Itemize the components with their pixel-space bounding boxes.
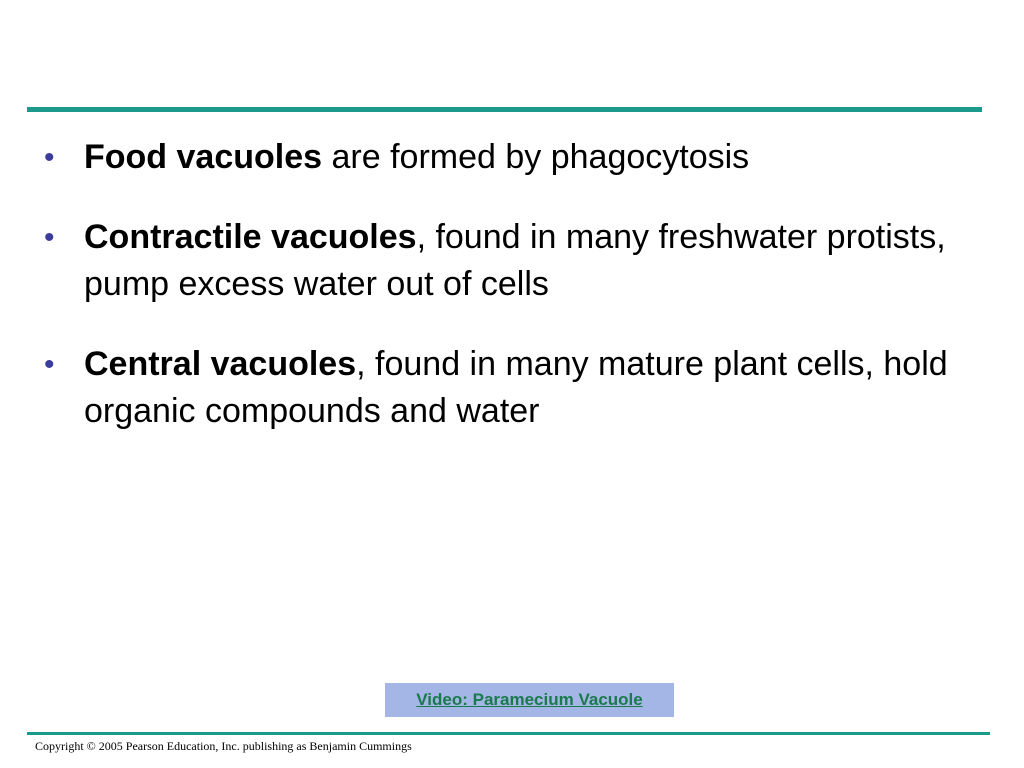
video-link[interactable]: Video: Paramecium Vacuole xyxy=(416,690,643,709)
bullet-item-central-vacuoles xyxy=(44,341,974,435)
bullet-item-food-vacuoles xyxy=(44,134,974,181)
bullet-icon: • xyxy=(44,348,55,381)
copyright-notice: Copyright © 2005 Pearson Education, Inc. publishing as Benjamin Cummings xyxy=(35,739,412,753)
bullet-term: Contractile vacuoles xyxy=(84,218,417,256)
bullet-term: Central vacuoles xyxy=(84,345,357,383)
bullet-text: , found in many freshwater protists, pump excess water out of cells xyxy=(84,218,946,303)
top-divider xyxy=(27,107,982,112)
bullet-list xyxy=(44,134,974,468)
bullet-icon: • xyxy=(44,141,55,174)
bullet-text: are formed by phagocytosis xyxy=(322,138,750,176)
bottom-divider xyxy=(27,732,990,735)
bullet-text: , found in many mature plant cells, hold organic compounds and water xyxy=(84,345,948,430)
video-link-button[interactable] xyxy=(385,683,674,717)
bullet-item-contractile-vacuoles xyxy=(44,214,974,308)
bullet-icon: • xyxy=(44,221,55,254)
bullet-term: Food vacuoles xyxy=(84,138,323,176)
